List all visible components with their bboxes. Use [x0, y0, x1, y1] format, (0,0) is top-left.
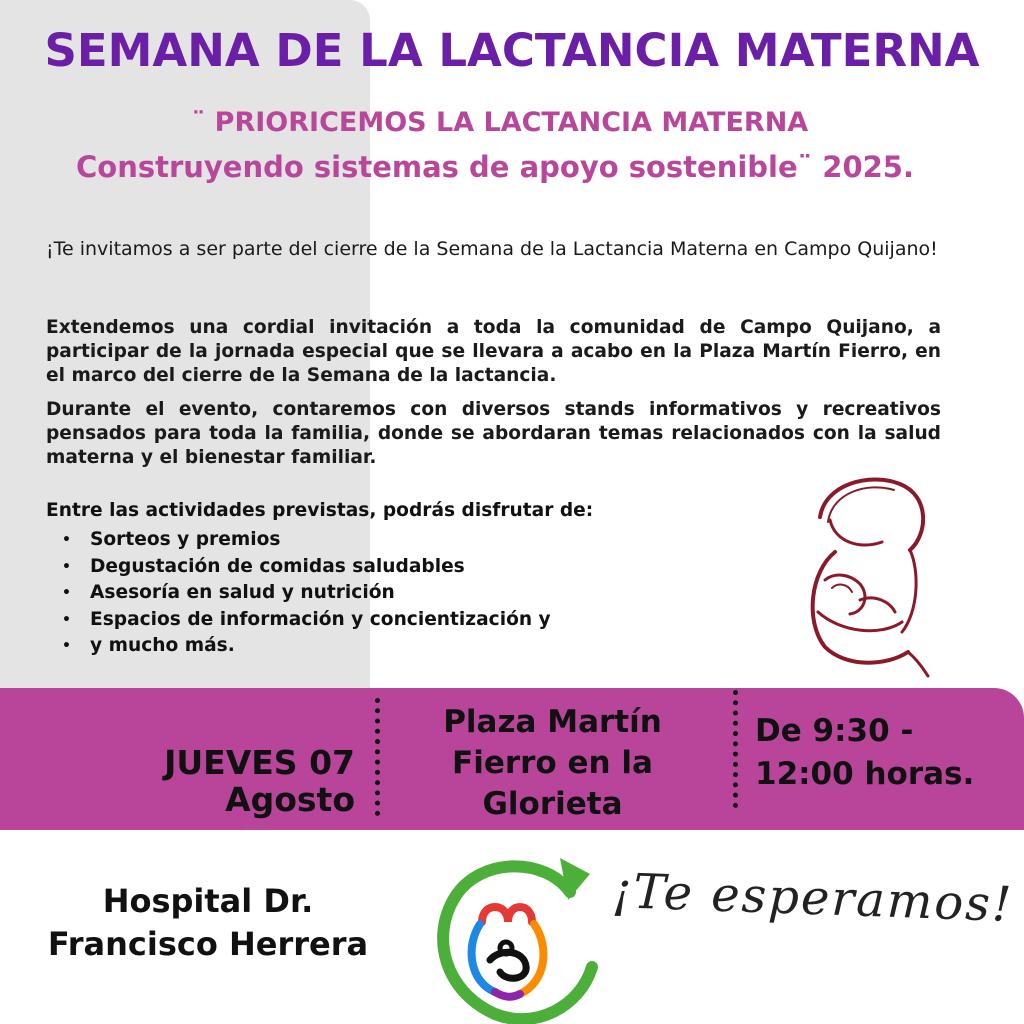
community-paragraph: Extendemos una cordial invitación a toda la comunidad de Campo Quijano, a participar de la jornada especial que se llevara a acabo en la Plaza Martín Fierro, en el marco del cierre de la Semana de la lactancia. — [46, 317, 941, 386]
mother-breastfeeding-icon — [790, 462, 990, 690]
list-item: • Asesoría en salud y nutrición — [62, 580, 551, 607]
event-location: Plaza Martín Fierro en la Glorieta — [443, 704, 662, 822]
invitation-paragraph: ¡Te invitamos a ser parte del cierre de la Semana de la Lactancia Materna en Campo Quijano! — [46, 238, 938, 260]
event-time: De 9:30 - 12:00 horas. — [755, 713, 975, 792]
greeting-text: ¡Te esperamos! — [611, 863, 1015, 933]
hospital-name: Hospital Dr. Francisco Herrera — [47, 882, 369, 963]
page-title: SEMANA DE LA LACTANCIA MATERNA — [44, 24, 980, 77]
slogan-line-2: Construyendo sistemas de apoyo sostenible¨ 2025. — [75, 150, 914, 184]
event-description-paragraph: Durante el evento, contaremos con diversos stands informativos y recreativos pensados para toda la familia, donde se abordaran temas relacionados con la salud materna y el bienestar familiar. — [46, 399, 941, 468]
event-date: JUEVES 07 Agosto — [164, 743, 355, 819]
list-item: • Degustación de comidas saludables — [62, 554, 551, 581]
activities-intro: Entre las actividades previstas, podrás disfrutar de: — [46, 500, 594, 521]
activities-list — [62, 527, 551, 660]
list-item: • Sorteos y premios — [62, 527, 551, 554]
dotted-divider — [733, 690, 738, 808]
list-item: • Espacios de información y concientización y — [62, 607, 551, 634]
dotted-divider — [375, 698, 380, 816]
list-item: • y mucho más. — [62, 633, 551, 660]
slogan-line-1: ¨ PRIORICEMOS LA LACTANCIA MATERNA — [191, 107, 809, 138]
hospital-logo-icon — [420, 852, 610, 1024]
